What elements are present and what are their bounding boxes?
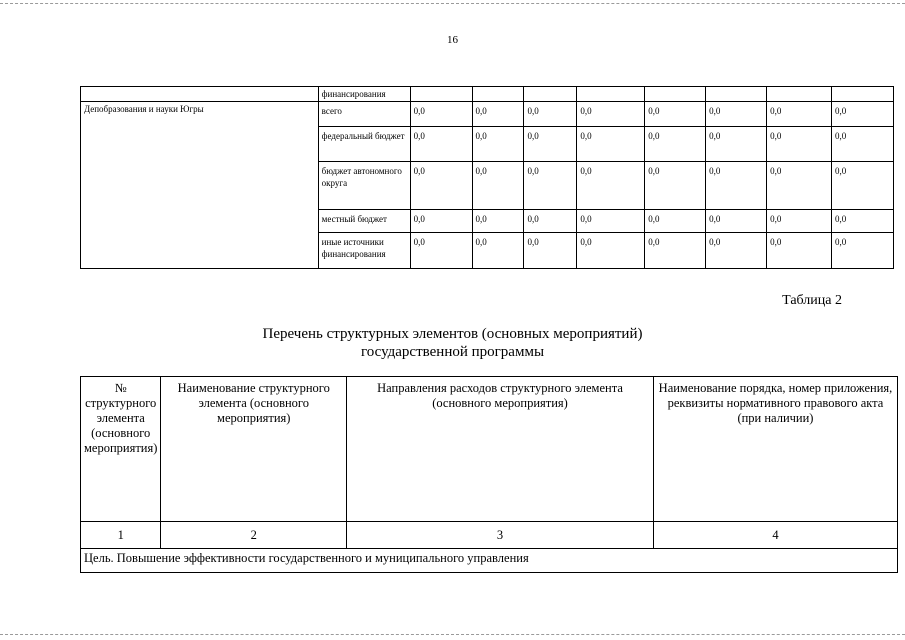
value-cell: 0,0	[577, 102, 645, 127]
goal-row	[81, 549, 898, 573]
value-cell: 0,0	[410, 233, 472, 269]
structural-elements-table	[80, 376, 898, 573]
value-cell: 0,0	[472, 162, 524, 210]
value-cell: 0,0	[831, 210, 893, 233]
funding-table	[80, 86, 894, 269]
value-cell: 0,0	[577, 210, 645, 233]
funding-source-label: всего	[318, 102, 410, 127]
value-cell: 0,0	[472, 102, 524, 127]
value-cell: 0,0	[577, 233, 645, 269]
funding-source-label: местный бюджет	[318, 210, 410, 233]
funding-continuation-row	[81, 87, 894, 102]
header-legal-act: Наименование порядка, номер приложения, реквизиты нормативного правового акта (при наличии)	[653, 377, 897, 522]
scan-edge-top	[0, 3, 905, 4]
value-cell: 0,0	[831, 233, 893, 269]
executor-cell-empty	[81, 87, 319, 102]
value-cell: 0,0	[472, 233, 524, 269]
funding-source-label: федеральный бюджет	[318, 127, 410, 162]
value-cell: 0,0	[645, 127, 706, 162]
table-title	[0, 325, 905, 361]
scan-edge-bottom	[0, 634, 905, 635]
column-number: 4	[653, 522, 897, 549]
value-cell: 0,0	[524, 127, 577, 162]
column-number-row	[81, 522, 898, 549]
column-number: 1	[81, 522, 161, 549]
value-cell: 0,0	[472, 210, 524, 233]
value-cell: 0,0	[410, 127, 472, 162]
value-cell: 0,0	[472, 127, 524, 162]
value-cell: 0,0	[524, 233, 577, 269]
table-title-line-2: государственной программы	[360, 344, 545, 360]
value-cell: 0,0	[706, 233, 767, 269]
page-number: 16	[447, 34, 458, 46]
executor-name: Депобразования и науки Югры	[81, 102, 319, 269]
funding-source-label: бюджет автономного округа	[318, 162, 410, 210]
table-row	[81, 102, 894, 127]
value-cell: 0,0	[524, 210, 577, 233]
funding-source-label: финансирования	[318, 87, 410, 102]
value-cell: 0,0	[767, 210, 832, 233]
header-expense-directions: Направления расходов структурного элемента (основного мероприятия)	[347, 377, 654, 522]
goal-text: Цель. Повышение эффективности государственного и муниципального управления	[81, 549, 898, 573]
value-cell: 0,0	[524, 162, 577, 210]
value-cell: 0,0	[767, 233, 832, 269]
value-cell: 0,0	[767, 102, 832, 127]
value-cell: 0,0	[706, 210, 767, 233]
value-cell: 0,0	[645, 210, 706, 233]
value-cell: 0,0	[767, 127, 832, 162]
value-cell: 0,0	[767, 162, 832, 210]
header-element-name: Наименование структурного элемента (основного мероприятия)	[161, 377, 347, 522]
value-cell: 0,0	[524, 102, 577, 127]
value-cell: 0,0	[831, 127, 893, 162]
column-number: 2	[161, 522, 347, 549]
value-cell: 0,0	[410, 210, 472, 233]
value-cell: 0,0	[706, 162, 767, 210]
value-cell: 0,0	[645, 233, 706, 269]
value-cell: 0,0	[645, 102, 706, 127]
column-number: 3	[347, 522, 654, 549]
value-cell: 0,0	[706, 127, 767, 162]
value-cell: 0,0	[831, 102, 893, 127]
value-cell: 0,0	[577, 162, 645, 210]
value-cell: 0,0	[706, 102, 767, 127]
value-cell: 0,0	[645, 162, 706, 210]
value-cell: 0,0	[410, 162, 472, 210]
funding-source-label: иные источники финансирования	[318, 233, 410, 269]
value-cell: 0,0	[577, 127, 645, 162]
value-cell: 0,0	[410, 102, 472, 127]
value-cell: 0,0	[831, 162, 893, 210]
table-title-line-1: Перечень структурных элементов (основных мероприятий)	[262, 326, 643, 342]
table-header-row	[81, 377, 898, 522]
table-caption: Таблица 2	[782, 293, 842, 308]
header-element-number: № структурного элемента (основного мероприятия)	[81, 377, 161, 522]
